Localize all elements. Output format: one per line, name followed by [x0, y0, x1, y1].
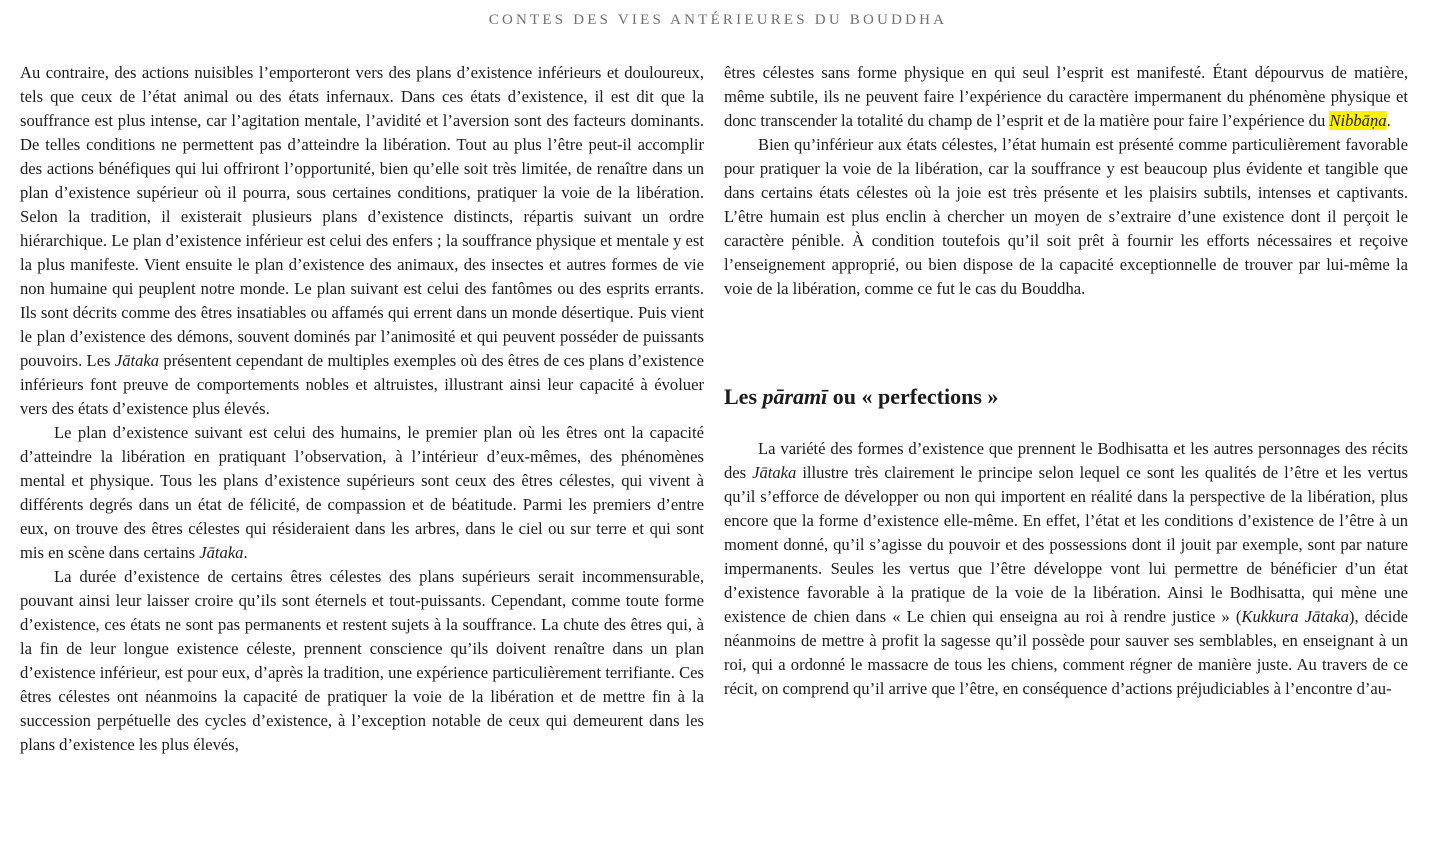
italic-term: Jātaka	[752, 463, 797, 482]
italic-term: Kukkura Jātaka	[1241, 607, 1349, 626]
text-run: êtres célestes sans forme physique en qui seul l’esprit est manifesté. Étant dépourvus de matière, même subtile, ils ne peuvent faire l’expérience du caractère impermanent du phénomène physique et donc transcender la totalité du champ de l’esprit et de la matière pour faire l’expérience du	[724, 63, 1408, 130]
text-run: .	[243, 543, 248, 562]
right-column	[724, 61, 1408, 701]
text-run: .	[1386, 111, 1391, 130]
text-run: Au contraire, des actions nuisibles l’emporteront vers des plans d’existence inférieurs et douloureux, tels que ceux de l’état animal ou des états infernaux. Dans ces états d’existence, il est dit que la souffrance est plus intense, car l’agitation mentale, l’avidité et l’aversion sont des facteurs dominants. De telles conditions ne permettent pas d’atteindre la libération. Tout au plus l’être peut-il accomplir des actions bénéfiques qui lui offriront l’opportunité, bien qu’elle soit très limitée, de renaître dans un plan d’existence supérieur où il pourra, sous certaines conditions, pratiquer la voie de la libération. Selon la tradition, il existerait plusieurs plans d’existence distincts, répartis suivant un ordre hiérarchique. Le plan d’existence inférieur est celui des enfers ; la souffrance physique et mentale y est la plus manifeste. Vient ensuite le plan d’existence des animaux, des insectes et autres formes de vie non humaine qui peuplent notre monde. Le plan suivant est celui des fantômes ou des esprits errants. Ils sont décrits comme des êtres insatiables ou affamés qui errent dans un monde désertique. Puis vient le plan d’existence des démons, souvent dominés par l’animosité et qui peuvent posséder de puissants pouvoirs. Les	[20, 63, 704, 370]
italic-term: Jātaka	[114, 351, 160, 370]
text-run: La variété des formes d’existence que prennent le Bodhisatta et les autres personnages des récits des	[724, 439, 1408, 482]
paragraph-formless-beings	[724, 61, 1408, 133]
running-head: CONTES DES VIES ANTÉRIEURES DU BOUDDHA	[488, 12, 948, 28]
heading-text: Les	[724, 384, 763, 409]
left-column	[20, 61, 704, 757]
section-heading	[724, 383, 1408, 411]
text-run: ), décide néanmoins de mettre à profit la sagesse qu’il possède pour sauver ses semblables, en enseignant à un roi, qui a ordonné le massacre de tous les chiens, comment régner de manière juste. Au travers de ce récit, on comprend qu’il arrive que l’être, en conséquence d’actions préjudiciables à l’encontre d’au-	[724, 607, 1409, 698]
paragraph-lower-realms	[20, 61, 704, 421]
italic-term: Jātaka	[199, 543, 244, 562]
paragraph-human-state	[724, 133, 1408, 301]
heading-text: ou « perfections »	[827, 384, 999, 409]
text-run: La durée d’existence de certains êtres célestes des plans supérieurs serait incommensurable, pouvant ainsi leur laisser croire qu’ils sont éternels et tout-puissants. Cependant, comme toute forme d’existence, ces états ne sont pas permanents et restent sujets à la souffrance. La chute des êtres qui, à la fin de leur longue existence céleste, prennent conscience qu’ils doivent renaître dans un plan d’existence inférieur, est pour eux, d’après la tradition, une expérience particulièrement terrifiante. Ces êtres célestes ont néanmoins la capacité de pratiquer la voie de la libération et de mettre fin à la succession perpétuelle des cycles d’existence, à l’exception notable de ceux qui demeurent dans les plans d’existence les plus élevés,	[20, 567, 704, 754]
text-run: illustre très clairement le principe selon lequel ce sont les qualités de l’être et les vertus qu’il s’efforce de développer ou non qui importent en réalité dans la perspective de la libération, plus encore que la forme d’existence elle-même. En effet, l’état et les conditions d’existence de l’être à un moment donné, qu’il s’agisse du pouvoir et des possessions dont il jouit par exemple, sont par nature impermanents. Seules les vertus que l’être développe vont lui permettre de bénéficier d’un état d’existence favorable à la pratique de la voie de la libération. Ainsi le Bodhisatta, qui mène une existence de chien dans « Le chien qui enseigna au roi à rendre justice » (	[724, 463, 1408, 626]
heading-italic: pāramī	[762, 384, 828, 409]
text-run: présentent cependant de multiples exemples où des êtres de ces plans d’existence inférieurs font preuve de comportements nobles et altruistes, illustrant ainsi leur capacité à évoluer vers des états d’existence plus élevés.	[20, 351, 704, 418]
text-run: Bien qu’inférieur aux états célestes, l’état humain est présenté comme particulièrement favorable pour pratiquer la voie de la libération, car la souffrance y est beaucoup plus évidente et tangible que dans certains états célestes où la joie est très présente et les plaisirs subtils, intenses et captivants. L’être humain est plus enclin à chercher un moyen de s’extraire d’une existence dont il perçoit le caractère pénible. À condition toutefois qu’il soit prêt à fournir les efforts nécessaires et reçoive l’enseignement approprié, ou bien dispose de la capacité exceptionnelle de trouver par lui-même la voie de la libération, comme ce fut le cas du Bouddha.	[724, 135, 1408, 298]
paragraph-human-realm	[20, 421, 704, 565]
paragraph-celestial-duration	[20, 565, 704, 757]
text-run: Le plan d’existence suivant est celui des humains, le premier plan où les êtres ont la capacité d’atteindre la libération en pratiquant l’observation, à l’intérieur d’eux-mêmes, des phénomènes mental et physique. Tous les plans d’existence supérieurs sont ceux des êtres célestes, qui vivent à différents degrés dans un état de félicité, de compassion et de béatitude. Parmi les premiers d’entre eux, on trouve des êtres célestes qui résideraient dans les arbres, dans le ciel ou sur terre et qui sont mis en scène dans certains	[20, 423, 704, 562]
paragraph-perfections	[724, 437, 1408, 701]
highlighted-term[interactable]: Nibbāṇa	[1329, 111, 1387, 130]
